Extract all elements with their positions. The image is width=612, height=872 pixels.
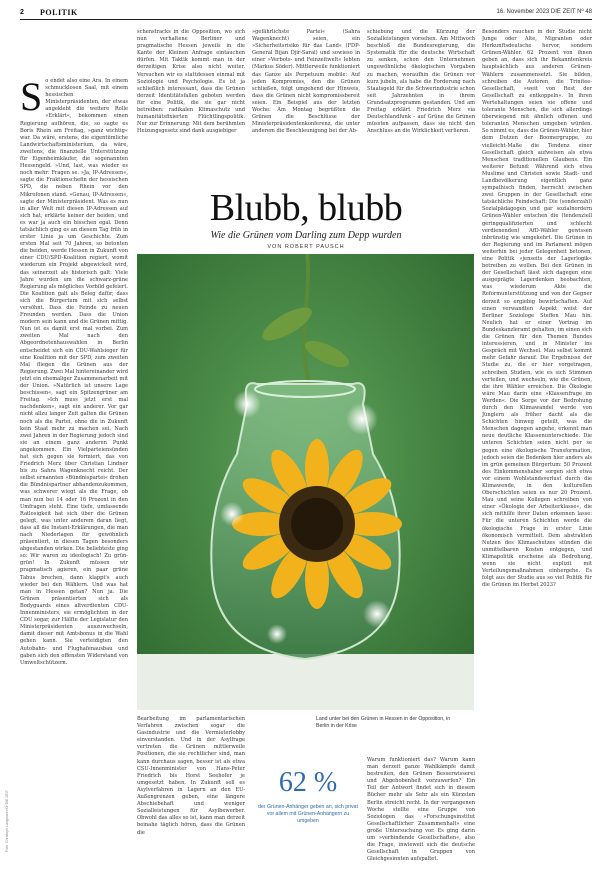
article-column-8-bottom <box>367 757 475 867</box>
stat-caption: der Grünen-Anhänger geben an, sich privat vor allem mit Grünen-Anhängern zu umgeben <box>258 804 358 824</box>
photo-caption: Land unter bei den Grünen in Hessen in der Opposition, in Berlin in der Krise <box>316 716 451 729</box>
column-2-top-text: schenstracks in die Opposition, wo sich nun verhaltene Berliner und pragmatische Hessen jeweils in die Kante der Kleinen Anfrage eintauchen dürfen. Mit Taktik kommt man in der derzeitigen Krise also nicht weiter. Versuchen wir es stattdessen einmal mit Soziologie und Psychologie. Es ist ja schließlich interessant, dass die Grünen derzeit Identitätsfallen geboten werden für eine Politik, die sie gar nicht betreiben: radikalen Klimaschutz und humanitätsfixierten Flüchtlingspolitik. Nur zur Erinnerung: Mit dem berühmten Heizungsgesetz sind dank ausgiebiger <box>137 29 245 135</box>
column-6-text: Bearbeitung im parlamentarischen Verfahren zwischen sogar die Gasindustrie und die Vermieterlobby einverstanden. Und in der Asylfrage vertreten die Grünen mittlerweile Positionen, die sie rechtlicher sind, man kann durchaus sagen, besser ist als etwa CSU-Innenminister von Hans-Peter Friedrich bis Horst Seehofer je umgesetzt haben. In Zukunft soll es Asylverfahren in Lagern an den EU-Außengrenzen geben, eine längere Abschiebehaft und weniger Sozialleistungen für Asylbewerber. Obwohl das alles so ist, kann man derzeit beinahe täglich hören, dass die Grünen die <box>137 716 245 836</box>
article-byline: VON ROBERT PAUSCH <box>267 244 345 250</box>
column-3-top-text: »gefährlichste Partei« (Sahra Wagenknecht) seien, ein »Sicherheitsrisiko für das Land« (FDP-General Bijan Djir-Sarai) und sowieso in einer »Verbots- und Feinzeitwelt« lebten (Markus Söder). Mittlerweile funktioniert das Ganze als Perpetuum mobile: Auf jeden Kompromiss, den die Grünen schließen, folgt umgehend der Hinweis, dass die Grünen nicht kompromissbereit seien. Ein Beispiel aus der letzten Woche: Am Montag begrüßten die Grünen die Beschlüsse der Ministerpräsidentenkonferenz, die unter anderem die Beschleunigung bei der Ab- <box>252 29 360 135</box>
column-5-text: Besonders rauchen in der Studie nicht Junge oder Alte, Migranten oder Herkunftsdeutsche hervor, sondern Grünen-Wähler. 62 Prozent von ihnen geben an, dass sich ihr Bekanntenkreis hauptsächlich aus anderen Grünen-Wählern zusammensetzt. Sie bilden, schreiben die Autoren, die Trinitee-Gesellschaft, »weit von Rest der Gesellschaft zu entkoppeln«. In ihren Wertehaltungen seien sie offene und tolerante Menschen, die sich allerdings überwiegend mit ähnlich offenen und toleranten Menschen umgeben würden. So nimmt es, dass die Grünen-Wähler, hier dem Dutzen der Boomergruppe, zu vielleicht-Maße die Tendenz einer Gesellschaft gleich aufweisen als etwa Menschen traditionellen Glaubens. Ein weiterer Befund: Während sich etwa Muslime und Christen sowie Stadt- und Landbevölkerung eigentlich ganz sympathisch finden, herrscht zwischen zwei Gruppen in der Gesellschaft eine tatsächliche Feindschaft: Die (sonderzahl) Sozialpädagogen und gar sozialnordern Grünen-Wähler entschen die (tendenziell geringqualifizierten und schlecht verdienenden) AfD-Wähler gewissen inbrünstig wie umgekehrt. Die Grünen in der Regierung und im Parlament mögen weiterhin bei jeder Gelegenheit betonen, eine Politik »jenseits der Lagerlogik« betreiben zu wollen. Bei den Grünen in der Gesellschaft lässt sich dagegen eine ausgeprägte Lagerdenken beobachten, was wiederum Akte die Reformunterstützung und von der Gegner derzeit so ergiebig bewirtschaften. Auf einen verwandten Aspekt weist der Berliner Soziologe Steffen Mau hin. Neulich hat er einer Vortrag im Bundeskanzleramt gehalten, im einen sich die Grünen für den Themen Bundes interessieren, und in Minister ins Gespräch mit Wechsel. Mau selbst kommt mehr Gefahr darauf. Die Ergebnisse der Studie zu, die er hier vorgetragen, schreiben Studien, wie es sich Stimmen verteilen, und wechseln, wie die Grünen, die ihre Wähler erreichen. Die Ökologie wäre Mau darin eine »Klassenfrage im Werden«. Die Sorge vor der Bedrohung durch den Klimawandel werde von Jünglern als früher dacht als die Schichten hinweg geteilt, was die Menschen dagegen angehe, erkennt man neue deutliche Klassenunterschiede. Die unteren Schichten seien nicht per se gegen eine ökologische Transformation, jedoch seien die Bedenken hier anders als im grün gemeinen Bürgertum: 50 Prozent des Einkommenshaber sorgen sich etwa vor einem Wohlstandsverlust durch die Klimawende, in den kulturellen Oberschichten seien es nur 20 Prozent. Mau und seine Kollegen schreiben von einer »Ökologie der Arbeiterklasse«, die sich mithilfe ihrer Daten erkennen lasse: Für die unteren Schichten werde die ökologische Frage in erster Linie ökonomisch vermittelt. Dem abstrakten Nutzen des Klimaschutzes stünden die unmittelbaren Kosten entgegen, und Klimapolitik erscheine als Bedrohung, wenn sie nicht explizit mit Verteilungsmaßnahmen einhergehe. Es folgt aus der Studie aus so viel Politik für die Grünen im Herbst 2023? <box>482 29 592 589</box>
article-column-5 <box>482 29 592 867</box>
page-number: 2 <box>20 8 24 16</box>
article-title: Blubb, blubb <box>209 187 403 229</box>
article-column-4-top <box>367 29 475 181</box>
stat-value: 62 % <box>278 767 338 798</box>
article-column-6-bottom <box>137 716 245 867</box>
article-column-1 <box>20 78 128 867</box>
section-title: POLITIK <box>40 7 78 17</box>
page-header <box>20 6 592 18</box>
sunflower-vase-illustration <box>137 254 474 710</box>
article-subtitle: Wie die Grünen vom Darling zum Depp wurden <box>210 230 402 241</box>
dropcap: S <box>20 78 43 119</box>
article-column-2-top <box>137 29 245 181</box>
header-rule <box>20 19 592 20</box>
column-4-top-text: schiebung und die Kürzung der Sozialleistungen vorsehen. Am Mittwoch beschloß die Bundesregierung, die Systematik für die deutsche Wirtschaft zu senken, schon den Unternehmen ungewöhnliche ökologischen Vorgaben zu machen, woraufhin die Grünen vor kurz jubeln, als habe die Forderung nach Staatsgeld für die Schwerindustrie schon seit Jahrzehnten in ihrem Grundsatzprogramm gestanden. Und am Freitag erklärt Friedrich Merz via Deutschlandfunk – auf Grüne die Grünen müssten aufpassen, dass sie nicht den Anschluss an die Wirklichkeit verlieren. <box>367 29 475 135</box>
article-column-3-top <box>252 29 360 181</box>
issue-date: 16. November 2023 DIE ZEIT Nº 48 <box>496 9 592 15</box>
column-1-text: o endet also eine Ära. In einem schmucklosen Saal, mit einem hessischen Ministerpräsidenten, der etwas angeklebt die weitere Rolle »Erklärt«, bekommen einen Regierung aufhören, die, so sagte es Boris Rhein am Freitag, »ganz wichtig« war. Da wäre, erstens, die eigentümliche Landwirtschaftsministerium, da wäre, zweitens, die finanzielle Unterstützung für Eigenheimkäufer, die sogenannten Hessengeld. »Und, last, was wieder es noch mehr: Fragen se. »Ja, IP-Adressen«, sagte die Fraktionschefin der hessischen SPD, die neben Rhein vor den Mikrofonen stand. »Genau, IP-Adressen«, sagte der Ministerpräsident. Was es nun in aller Welt mit diesen IP-Adressen auf sich hat, erklärte keiner der beiden, und es war ja auch ein bisschen egal. Denn tatsächlich ging es an diesem Tag früh in erster Linie ja um Geschichte. Zum ersten Mal seit 70 Jahren, so betonten die beiden, werde Hessen in Zukunft von einer CDU/SPD-Koalition regiert, womit wiederum ein Projekt abgewickelt wird, das seinerzeit als historisch galt: Viele Jahre wurden um die schwarz-grüne Regierung als mögliches Vorbild gefeiert. Die Koalition galt als Beleg dafür, dass sich die Bürgertum mit sich selbst versöhnt. Dass die Feinde zu neuen Freunden werden. Dass die Union modern sein kann und die Grünen mittig. Nun ist es damit erst mal vorbei. Zum zweiten Mal nach den Abgeordnetenhauswahlen in Berlin entscheidet sich ein CDU-Wahlsieger für eine Koalition mit der SPD, zum zweiten Mal fliegen die Grünen aus der Regierung. Zwei Mal hintereinander wird jetzt ein ehemaliger Zusammenarbeit mit der Union. »Natürlich ist unsere Lage beschissen«, sagt ein Spitzengrüner am Freitag. »Ich muss jetzt erst mal nachdenken«, sagt ein anderer. Vor gar nicht allzu langer Zeit galten die Grünen noch als die Partei, ohne die in Zukunft kein Staat mehr zu machen sei. Nach zwei Jahren in der Regierung jedoch sind sie an einem ganz anderen Punkt angekommen. Ein Vielparteiensünden hat sich gegen sie formiert, das von Friedrich Merz über Christian Lindner bis zu Sahra Wagenknecht reicht. Der selbst ernannten »Bündnispartei« drohen die Bündnispartner abhandenzukommen, was schwerer wiegt als die Frage, ob man nun bei 14 oder 16 Prozent in den Umfragen steht. Eine tiefe, umfassende Ratlosigkeit hat sich über die Grünen gelegt, was unter anderem daran liegt, dass all die Instant-Erklärungen, die man nach Niederlagen für gewöhnlich präsentiert, in diesen Tagen besonders abgestanden wirken. Die beliebteste ging so: Wir waren zu ideologisch! Zu grün-grün! In Zukunft müssen wir pragmatisch agieren, ein paar grüne Tabus brechen, dann klappt's auch wieder bei den Wählern. Und was hat man in Hessen getan? Nun ja. Die Grünen präsentierten sich als Bodyguards eines altverdienten CDU-Innenministers, sie ermöglichten in der CDU sogar, zur Hälfte der Legislatur den Ministerpräsidenten auszuwechseln, damit dieser mit Amtsbonus in die Wahl gehen kann. Sie verteidigten den Autobahn- und Flughafenausbau und gaben sich den offensten Widerstand von Umweltschützern. <box>20 78 128 666</box>
photo-credit: Foto: Christoph Langmann für DIE ZEIT <box>5 790 9 852</box>
column-8-text: Warum funktioniert das? Warum kann man derzeit ganze Wahlkämpfe damit bestreiten, den Grünen Besserwisserei und Abgehobenheit vorzuwerfen? Ein Teil der Antwort findet sich in diesem Bücher mehr als Sehr als ein Kürzsten Berlin streicht recht. In der vergangenen Woche stellte eine Gruppe von Soziologen das »Forschungsinstitut Gesellschaftlicher Zusammenhalt« eine große Untersuchung vor. Es ging darin um »verbindende Gesellschaften«, also die Frage, inwieweit sich die deutsche Gesellschaft in Gruppen von Gleichgesinnten aufspaltet. <box>367 757 475 863</box>
article-photo <box>137 254 474 710</box>
